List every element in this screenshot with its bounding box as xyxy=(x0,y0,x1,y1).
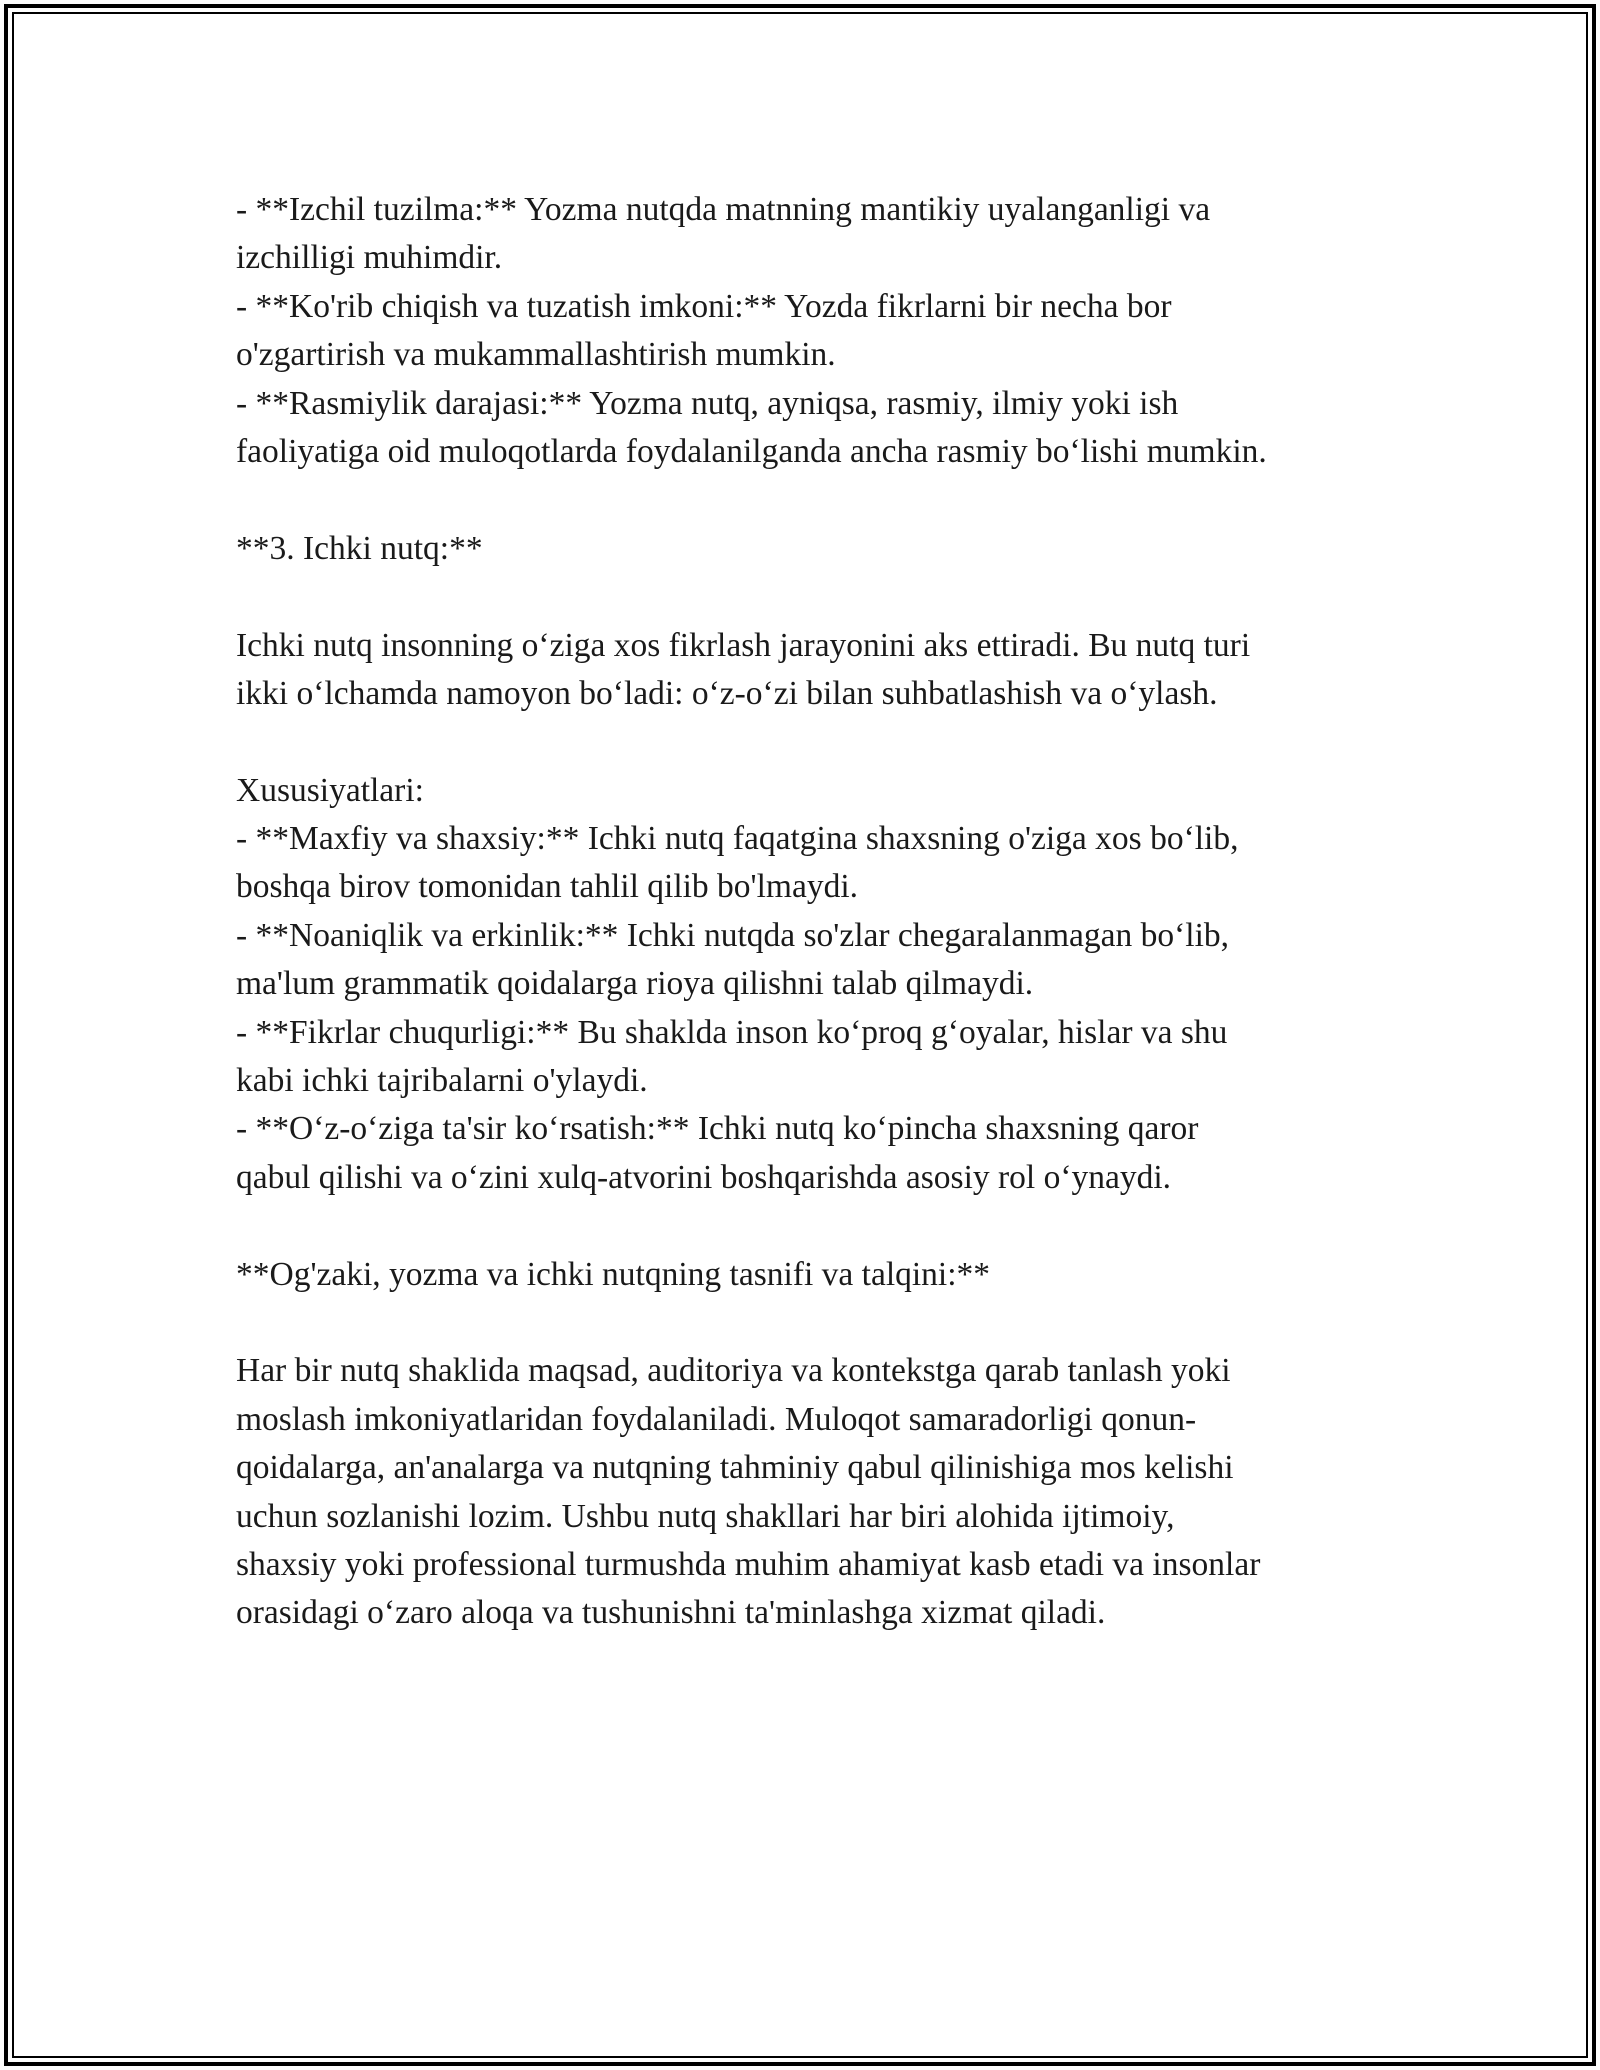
blank-line xyxy=(236,476,1416,524)
text-line: Ichki nutq insonning o‘ziga xos fikrlash jarayonini aks ettiradi. Bu nutq turi xyxy=(236,626,1251,664)
text-line: ikki o‘lchamda namoyon bo‘ladi: o‘z-o‘zi bilan suhbatlashish va o‘ylash. xyxy=(236,674,1218,712)
text-line: izchilligi muhimdir. xyxy=(236,239,503,277)
text-line: Har bir nutq shaklida maqsad, auditoriya va kontekstga qarab tanlash yoki xyxy=(236,1352,1231,1390)
document-body xyxy=(236,186,1416,1638)
text-line: uchun sozlanishi lozim. Ushbu nutq shakllari har biri alohida ijtimoiy, xyxy=(236,1497,1175,1535)
text-line: qabul qilishi va o‘zini xulq-atvorini boshqarishda asosiy rol o‘ynaydi. xyxy=(236,1158,1172,1196)
text-line: - **Noaniqlik va erkinlik:** Ichki nutqda so'zlar chegaralanmagan bo‘lib, xyxy=(236,916,1230,954)
text-line: kabi ichki tajribalarni o'ylaydi. xyxy=(236,1062,648,1100)
blank-line xyxy=(236,1299,1416,1347)
text-line: orasidagi o‘zaro aloqa va tushunishni ta'minlashga xizmat qiladi. xyxy=(236,1594,1106,1632)
blank-line xyxy=(236,718,1416,766)
text-line: o'zgartirish va mukammallashtirish mumkin. xyxy=(236,336,836,374)
section-heading: **Og'zaki, yozma va ichki nutqning tasnifi va talqini:** xyxy=(236,1255,991,1293)
blank-line xyxy=(236,573,1416,621)
text-line: - **Fikrlar chuqurligi:** Bu shaklda inson ko‘proq g‘oyalar, hislar va shu xyxy=(236,1013,1228,1051)
text-line: - **Rasmiylik darajasi:** Yozma nutq, ayniqsa, rasmiy, ilmiy yoki ish xyxy=(236,384,1179,422)
text-line: shaxsiy yoki professional turmushda muhim ahamiyat kasb etadi va insonlar xyxy=(236,1545,1261,1583)
text-line: - **O‘z-o‘ziga ta'sir ko‘rsatish:** Ichki nutq ko‘pincha shaxsning qaror xyxy=(236,1110,1199,1148)
text-line: faoliyatiga oid muloqotlarda foydalanilganda ancha rasmiy bo‘lishi mumkin. xyxy=(236,432,1267,470)
text-line: moslash imkoniyatlaridan foydalaniladi. Muloqot samaradorligi qonun- xyxy=(236,1400,1197,1438)
text-line: Xususiyatlari: xyxy=(236,771,424,809)
text-line: - **Ko'rib chiqish va tuzatish imkoni:** Yozda fikrlarni bir necha bor xyxy=(236,287,1172,325)
text-line: - **Maxfiy va shaxsiy:** Ichki nutq faqatgina shaxsning o'ziga xos bo‘lib, xyxy=(236,820,1239,858)
text-line: boshqa birov tomonidan tahlil qilib bo'lmaydi. xyxy=(236,868,859,906)
blank-line xyxy=(236,1202,1416,1250)
text-line: ma'lum grammatik qoidalarga rioya qilishni talab qilmaydi. xyxy=(236,965,1034,1003)
section-heading: **3. Ichki nutq:** xyxy=(236,529,483,567)
text-line: qoidalarga, an'analarga va nutqning tahminiy qabul qilinishiga mos kelishi xyxy=(236,1449,1234,1487)
text-line: - **Izchil tuzilma:** Yozma nutqda matnning mantikiy uyalanganligi va xyxy=(236,191,1211,228)
